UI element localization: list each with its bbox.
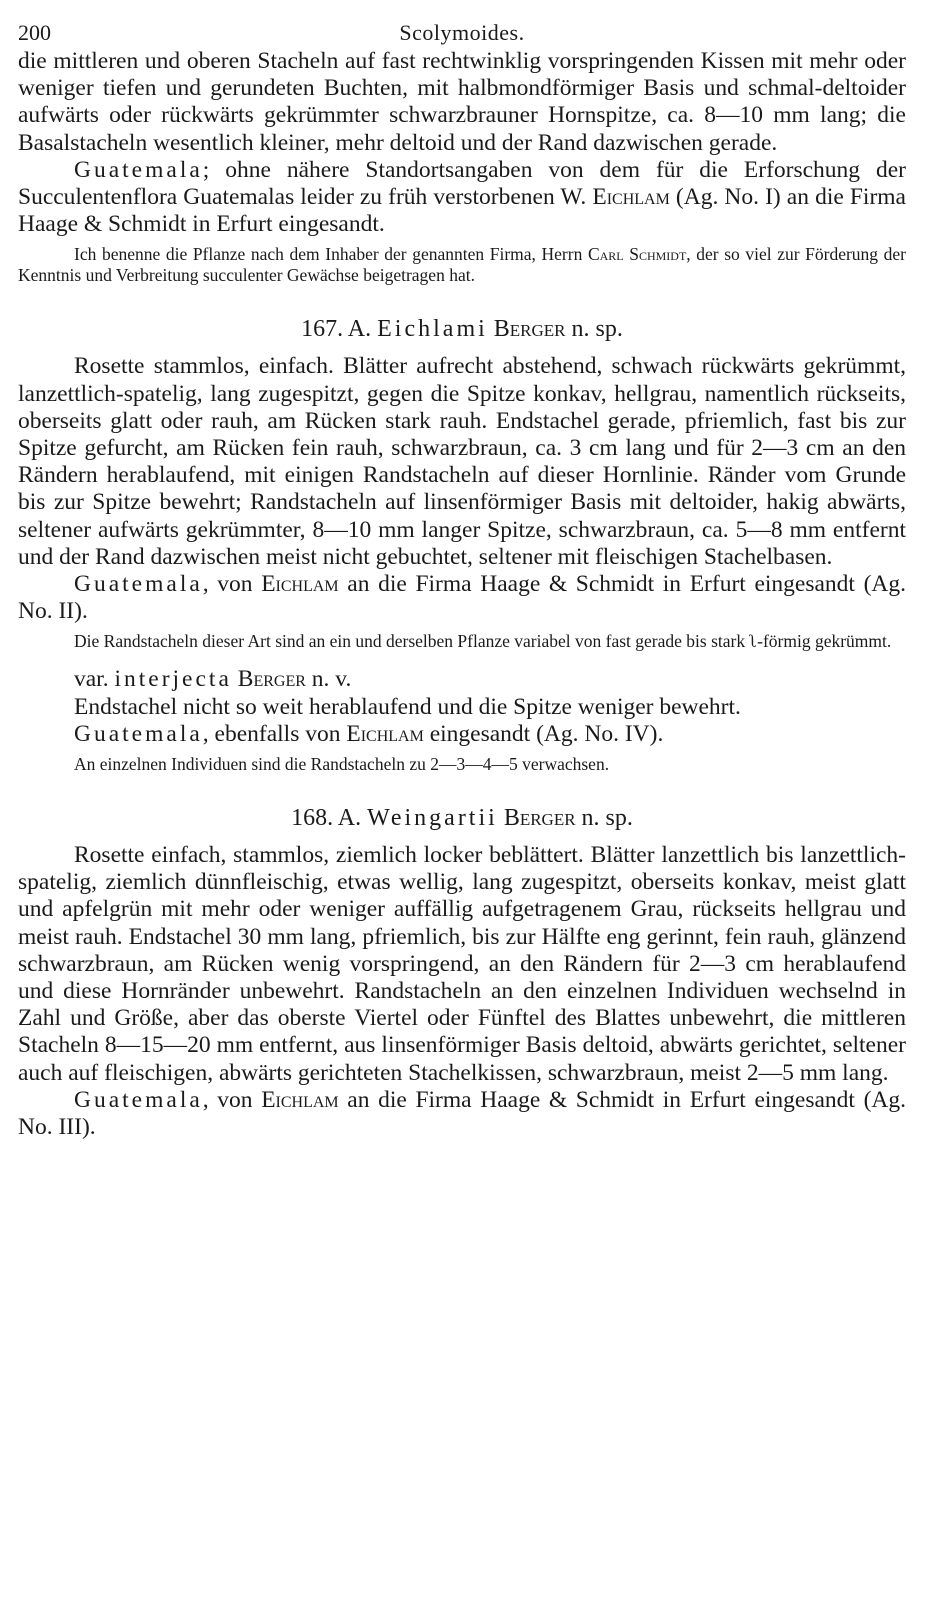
species-status: n. sp. — [575, 805, 633, 832]
dedication-note — [18, 244, 906, 286]
locality-text: an die Firma Haage & Schmidt in Erfurt eingesandt (Ag. No. II). — [18, 571, 906, 625]
locality-paragraph-167 — [18, 571, 906, 625]
locality-country: Guatemala — [74, 720, 203, 747]
species-heading-167 — [18, 316, 906, 343]
locality-text: ; ohne nähere Standortsangaben von dem für die Erforschung der Succulentenflora Guatemalas leider zu früh verstorbenen W. — [18, 156, 906, 211]
variety-prefix: var. — [74, 666, 115, 693]
locality-text: , ebenfalls von — [202, 720, 347, 747]
collector-name: Eichlam — [592, 184, 670, 211]
species-number: 167. A. — [301, 316, 378, 343]
note-167 — [18, 631, 906, 652]
locality-country: Guatemala — [74, 156, 203, 183]
locality-country: Guatemala — [74, 1086, 203, 1113]
variety-heading — [18, 666, 906, 693]
collector-name: Eichlam — [346, 720, 424, 747]
species-name: Weingartii — [367, 805, 498, 832]
species-status: n. sp. — [565, 316, 623, 343]
locality-country: Guatemala — [74, 571, 203, 598]
person-name: Carl Schmidt — [587, 244, 687, 265]
locality-text: eingesandt (Ag. No. IV). — [423, 720, 664, 747]
running-title: Scolymoides. — [399, 20, 525, 45]
species-heading-168 — [18, 805, 906, 832]
variety-author: Berger — [237, 666, 306, 693]
variety-description: Endstachel nicht so weit herablaufend und die Spitze weniger bewehrt. — [74, 693, 741, 720]
species-author: Berger — [503, 805, 576, 832]
collector-name: Eichlam — [261, 1086, 339, 1113]
species-description-167: Rosette stammlos, einfach. Blätter aufrecht abstehend, schwach rückwärts gekrümmt, lanzettlich-spatelig, lang zugespitzt, gegen die Spitze konkav, hellgrau, namentlich rückseits, oberseits glatt oder rauh, am Rücken stark rauh. Endstachel gerade, pfriemlich, fast bis zur Spitze gefurcht, am Rücken fein rauh, schwarzbraun, ca. 3 cm lang und für 2—3 cm an den Rändern herablaufend, mit einigen Randstacheln auf dieser Hornlinie. Ränder vom Grunde bis zur Spitze bewehrt; Randstacheln auf linsenförmiger Basis mit deltoider, hakig abwärts, seltener aufwärts gekrümmter, 8—10 mm langer Spitze, schwarzbraun, ca. 5—8 mm entfernt und der Rand dazwischen meist nicht gebuchtet, seltener mit fleischigen Stachelbasen. — [18, 353, 906, 570]
locality-text: (Ag. No. I) an die Firma Haage & Schmidt in Erfurt eingesandt. — [18, 184, 906, 238]
locality-text: , von — [202, 1086, 262, 1113]
variety-locality — [18, 721, 906, 748]
note-text: , der so viel zur Förderung der Kenntnis und Verbreitung succulenter Gewächse beigetragen hat. — [18, 244, 906, 286]
variety-note: An einzelnen Individuen sind die Randstacheln zu 2—3—4—5 verwachsen. — [74, 754, 610, 775]
note-text: Ich benenne die Pflanze nach dem Inhaber der genannten Firma, Herrn — [74, 244, 588, 265]
species-number: 168. A. — [291, 805, 368, 832]
locality-paragraph-168 — [18, 1087, 906, 1141]
locality-text: an die Firma Haage & Schmidt in Erfurt eingesandt (Ag. No. III). — [18, 1086, 906, 1141]
note-text: -förmig gekrümmt. — [757, 631, 892, 652]
s-shape-symbol: ʅ — [749, 631, 758, 652]
species-name: Eichlami — [377, 316, 488, 343]
species-author: Berger — [493, 316, 566, 343]
continuation-paragraph: die mittleren und oberen Stacheln auf fast rechtwinklig vorspringenden Kissen mit mehr oder weniger tiefen und gerundeten Buchten, mit halbmondförmiger Basis und schmal-deltoider aufwärts oder rückwärts gekrümmter schwarzbrauner Hornspitze, ca. 8—10 mm lang; die Basalstacheln wesentlich kleiner, mehr deltoid und der Rand dazwischen gerade. — [18, 48, 906, 156]
variety-status: n. v. — [305, 666, 352, 693]
species-description-168: Rosette einfach, stammlos, ziemlich locker beblättert. Blätter lanzettlich bis lanzettlich-spatelig, ziemlich dünnfleischig, etwas wellig, lang zugespitzt, oberseits konkav, meist glatt und apfelgrün mit mehr oder weniger auffällig aufgetragenem Grau, rückseits hellgrau und meist rauh. Endstachel 30 mm lang, pfriemlich, bis zur Hälfte eng gerinnt, fein rauh, glänzend schwarzbraun, am Rücken wenig vorspringend, an den Rändern für 2—3 cm herablaufend und diese Hornränder unbewehrt. Randstacheln an den einzelnen Individuen wechselnd in Zahl und Größe, aber das oberste Viertel oder Fünftel des Blattes unbewehrt, die mittleren Stacheln 8—15—20 mm entfernt, aus linsenförmiger Basis deltoid, abwärts gerichtet, seltener auch auf fleischigen, abwärts gerichteten Stachelkissen, schwarzbraun, meist 2—5 mm lang. — [18, 842, 906, 1086]
running-header — [18, 14, 906, 48]
page-number: 200 — [18, 20, 51, 45]
locality-text: , von — [202, 571, 262, 598]
collector-name: Eichlam — [261, 571, 339, 598]
variety-name: interjecta — [114, 666, 232, 693]
note-text: Die Randstacheln dieser Art sind an ein und derselben Pflanze variabel von fast gerade bis stark — [74, 631, 750, 652]
locality-paragraph — [18, 157, 906, 239]
